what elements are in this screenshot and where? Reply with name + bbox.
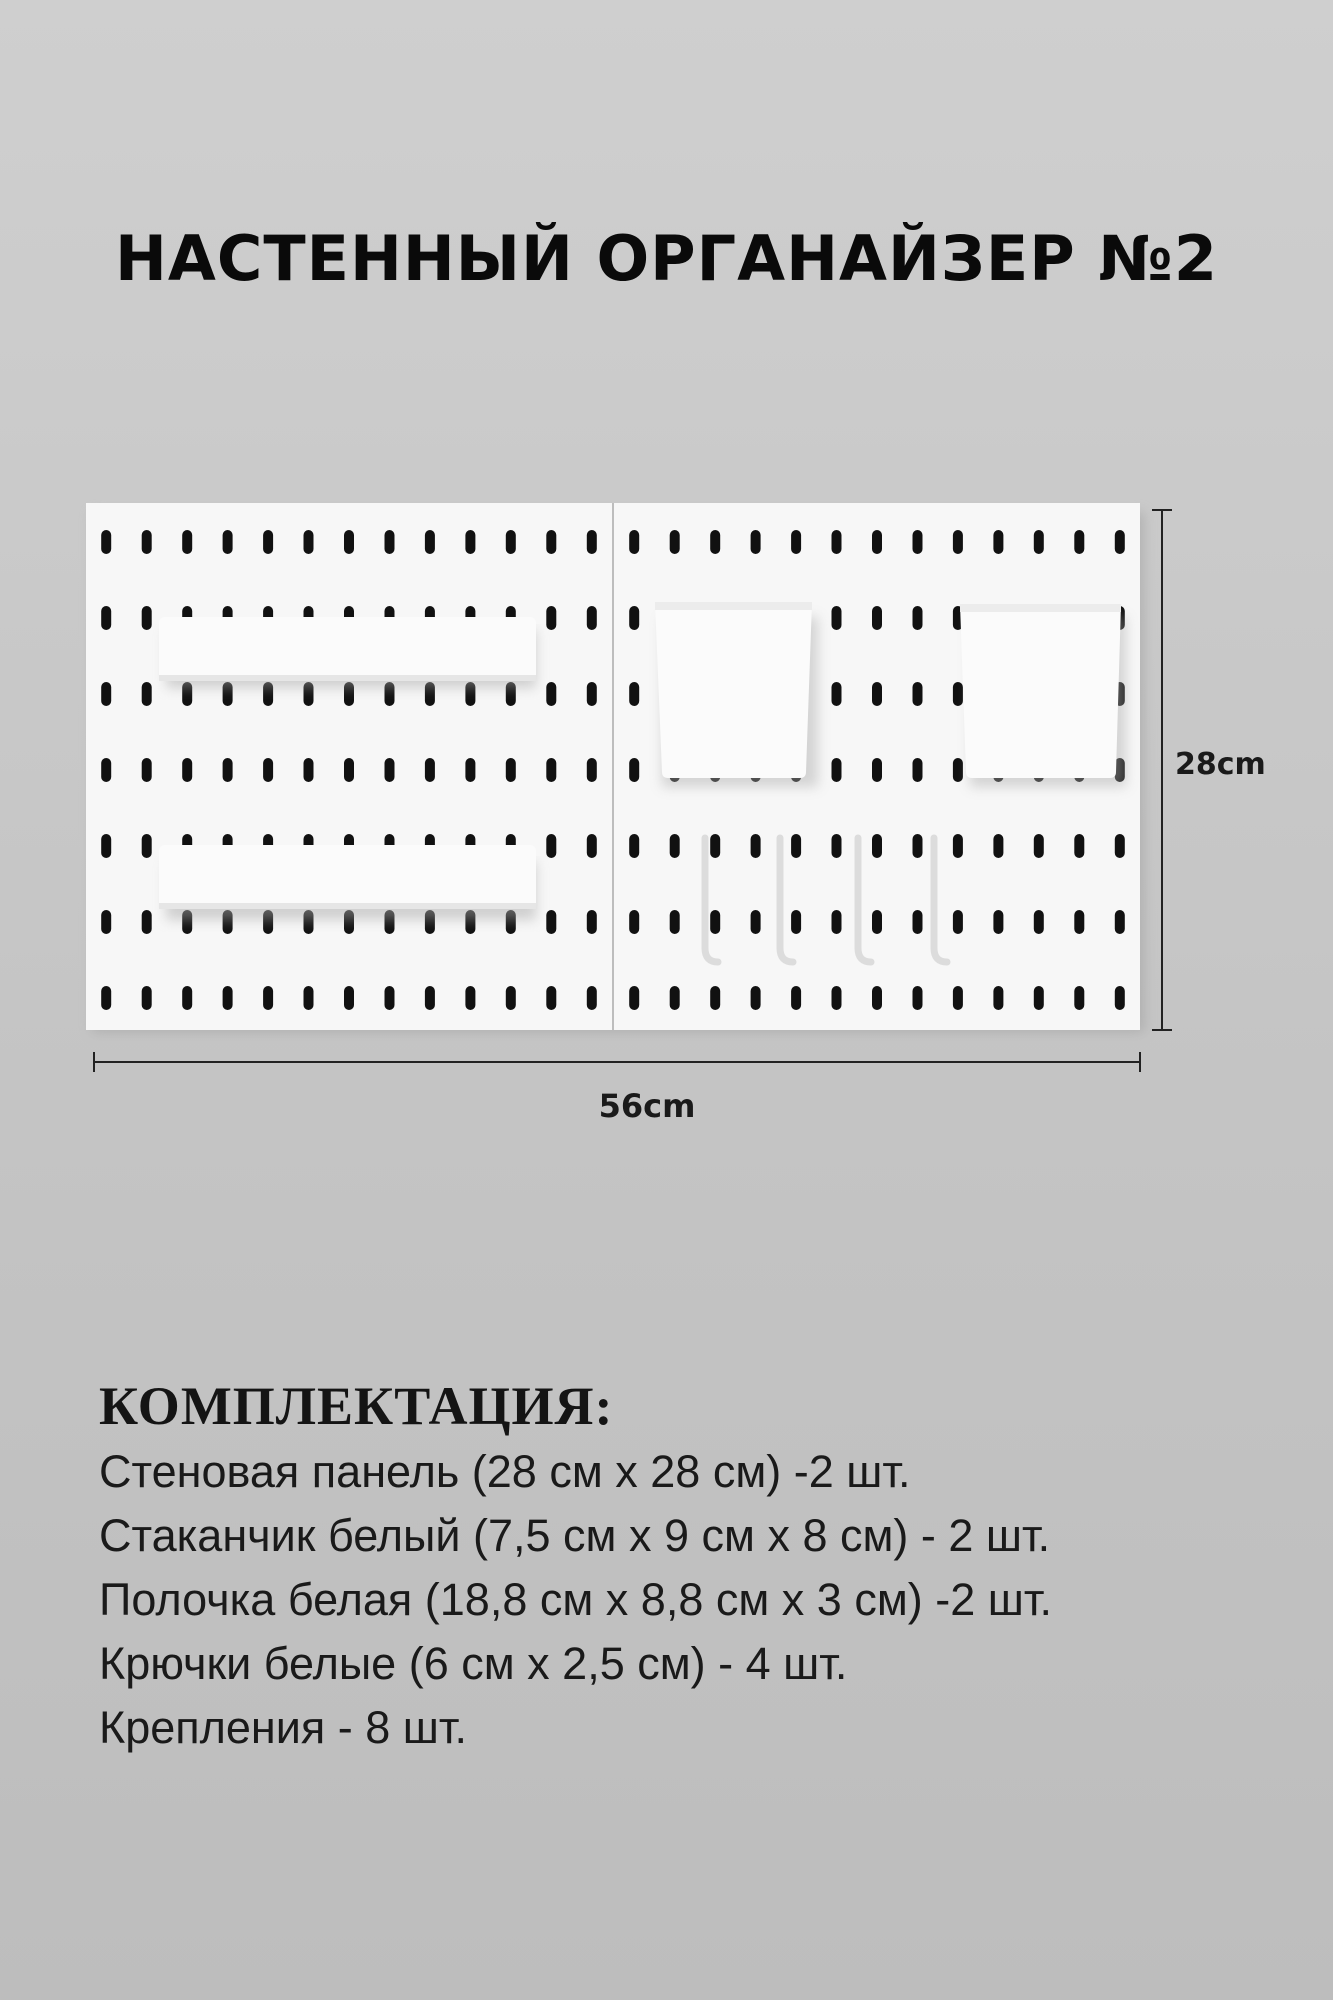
peg-hole bbox=[1115, 530, 1125, 554]
peg-hole bbox=[587, 530, 597, 554]
peg-hole bbox=[465, 986, 475, 1010]
peg-hole bbox=[953, 910, 963, 934]
page-title: НАСТЕННЫЙ ОРГАНАЙЗЕР №2 bbox=[114, 222, 1219, 295]
peg-hole bbox=[629, 530, 639, 554]
cup-right bbox=[960, 604, 1126, 787]
peg-hole bbox=[953, 986, 963, 1010]
peg-hole bbox=[670, 910, 680, 934]
kit-item: Стаканчик белый (7,5 см х 9 см х 8 см) - 2 шт. bbox=[99, 1510, 1051, 1561]
peg-hole bbox=[546, 910, 556, 934]
peg-hole bbox=[872, 910, 882, 934]
peg-hole bbox=[832, 606, 842, 630]
peg-hole bbox=[385, 530, 395, 554]
peg-hole bbox=[587, 758, 597, 782]
peg-hole bbox=[629, 606, 639, 630]
kit-item: Крепления - 8 шт. bbox=[99, 1702, 468, 1753]
peg-hole bbox=[872, 986, 882, 1010]
peg-hole bbox=[953, 530, 963, 554]
peg-hole bbox=[953, 834, 963, 858]
peg-hole bbox=[587, 682, 597, 706]
peg-hole bbox=[832, 986, 842, 1010]
peg-hole bbox=[587, 834, 597, 858]
peg-hole bbox=[629, 758, 639, 782]
kit-heading: КОМПЛЕКТАЦИЯ: bbox=[99, 1376, 614, 1436]
peg-hole bbox=[223, 530, 233, 554]
peg-hole bbox=[546, 606, 556, 630]
peg-hole bbox=[425, 758, 435, 782]
peg-hole bbox=[670, 834, 680, 858]
peg-hole bbox=[791, 834, 801, 858]
peg-hole bbox=[182, 530, 192, 554]
peg-hole bbox=[304, 986, 314, 1010]
peg-hole bbox=[751, 986, 761, 1010]
peg-hole bbox=[710, 986, 720, 1010]
kit-item: Крючки белые (6 см х 2,5 см) - 4 шт. bbox=[99, 1638, 848, 1689]
peg-hole bbox=[546, 834, 556, 858]
peg-hole bbox=[142, 530, 152, 554]
peg-hole bbox=[1115, 986, 1125, 1010]
peg-hole bbox=[182, 986, 192, 1010]
peg-hole bbox=[710, 530, 720, 554]
peg-hole bbox=[832, 910, 842, 934]
height-label: 28cm bbox=[1175, 747, 1266, 782]
peg-hole bbox=[832, 758, 842, 782]
peg-hole bbox=[101, 682, 111, 706]
peg-hole bbox=[913, 758, 923, 782]
peg-hole bbox=[304, 530, 314, 554]
peg-hole bbox=[751, 910, 761, 934]
peg-hole bbox=[546, 758, 556, 782]
peg-hole bbox=[1074, 834, 1084, 858]
shelf-top bbox=[159, 617, 536, 688]
peg-hole bbox=[142, 606, 152, 630]
shelf-bottom bbox=[159, 845, 536, 920]
peg-hole bbox=[263, 758, 273, 782]
peg-hole bbox=[993, 986, 1003, 1010]
peg-hole bbox=[993, 910, 1003, 934]
peg-hole bbox=[913, 606, 923, 630]
peg-hole bbox=[587, 910, 597, 934]
peg-hole bbox=[832, 530, 842, 554]
peg-hole bbox=[546, 682, 556, 706]
peg-hole bbox=[587, 606, 597, 630]
peg-hole bbox=[832, 682, 842, 706]
peg-hole bbox=[872, 834, 882, 858]
peg-hole bbox=[629, 910, 639, 934]
peg-hole bbox=[710, 834, 720, 858]
peg-hole bbox=[425, 530, 435, 554]
peg-hole bbox=[263, 986, 273, 1010]
peg-hole bbox=[101, 758, 111, 782]
width-dimension bbox=[94, 1052, 1140, 1072]
peg-hole bbox=[629, 834, 639, 858]
peg-hole bbox=[913, 834, 923, 858]
peg-hole bbox=[670, 986, 680, 1010]
peg-hole bbox=[101, 910, 111, 934]
peg-hole bbox=[953, 682, 963, 706]
cup-left bbox=[655, 602, 818, 787]
kit-item: Полочка белая (18,8 см х 8,8 см х 3 см) -2 шт. bbox=[99, 1574, 1052, 1625]
peg-hole bbox=[913, 530, 923, 554]
kit-item: Стеновая панель (28 см х 28 см) -2 шт. bbox=[99, 1446, 911, 1497]
peg-hole bbox=[506, 758, 516, 782]
peg-hole bbox=[546, 986, 556, 1010]
peg-hole bbox=[670, 530, 680, 554]
peg-hole bbox=[101, 530, 111, 554]
peg-hole bbox=[953, 758, 963, 782]
height-dimension bbox=[1152, 510, 1172, 1030]
peg-hole bbox=[791, 530, 801, 554]
peg-hole bbox=[142, 834, 152, 858]
peg-hole bbox=[913, 682, 923, 706]
peg-hole bbox=[587, 986, 597, 1010]
peg-hole bbox=[182, 758, 192, 782]
peg-hole bbox=[872, 758, 882, 782]
peg-hole bbox=[710, 910, 720, 934]
peg-hole bbox=[385, 758, 395, 782]
peg-hole bbox=[344, 986, 354, 1010]
peg-hole bbox=[1074, 910, 1084, 934]
peg-hole bbox=[993, 530, 1003, 554]
peg-hole bbox=[629, 682, 639, 706]
peg-hole bbox=[629, 986, 639, 1010]
peg-hole bbox=[304, 758, 314, 782]
peg-hole bbox=[425, 986, 435, 1010]
peg-hole bbox=[142, 986, 152, 1010]
peg-hole bbox=[223, 758, 233, 782]
peg-hole bbox=[506, 986, 516, 1010]
peg-hole bbox=[913, 986, 923, 1010]
peg-hole bbox=[506, 530, 516, 554]
peg-hole bbox=[791, 910, 801, 934]
peg-hole bbox=[751, 834, 761, 858]
peg-hole bbox=[1074, 530, 1084, 554]
peg-hole bbox=[913, 910, 923, 934]
peg-hole bbox=[546, 530, 556, 554]
peg-hole bbox=[1115, 910, 1125, 934]
peg-hole bbox=[142, 758, 152, 782]
width-label: 56cm bbox=[598, 1087, 696, 1125]
kit-list bbox=[99, 1440, 1052, 1760]
peg-hole bbox=[1074, 986, 1084, 1010]
peg-hole bbox=[751, 530, 761, 554]
peg-hole bbox=[465, 758, 475, 782]
peg-hole bbox=[872, 682, 882, 706]
peg-hole bbox=[872, 530, 882, 554]
peg-hole bbox=[263, 530, 273, 554]
peg-hole bbox=[1034, 986, 1044, 1010]
peg-hole bbox=[344, 530, 354, 554]
peg-hole bbox=[993, 834, 1003, 858]
peg-hole bbox=[1034, 910, 1044, 934]
peg-hole bbox=[465, 530, 475, 554]
peg-hole bbox=[1034, 530, 1044, 554]
peg-hole bbox=[344, 758, 354, 782]
peg-hole bbox=[832, 834, 842, 858]
peg-hole bbox=[101, 834, 111, 858]
peg-hole bbox=[101, 606, 111, 630]
peg-hole bbox=[791, 986, 801, 1010]
peg-hole bbox=[142, 682, 152, 706]
peg-hole bbox=[142, 910, 152, 934]
peg-hole bbox=[872, 606, 882, 630]
peg-hole bbox=[1115, 834, 1125, 858]
peg-hole bbox=[101, 986, 111, 1010]
peg-hole bbox=[223, 986, 233, 1010]
peg-hole bbox=[385, 986, 395, 1010]
peg-hole bbox=[1034, 834, 1044, 858]
